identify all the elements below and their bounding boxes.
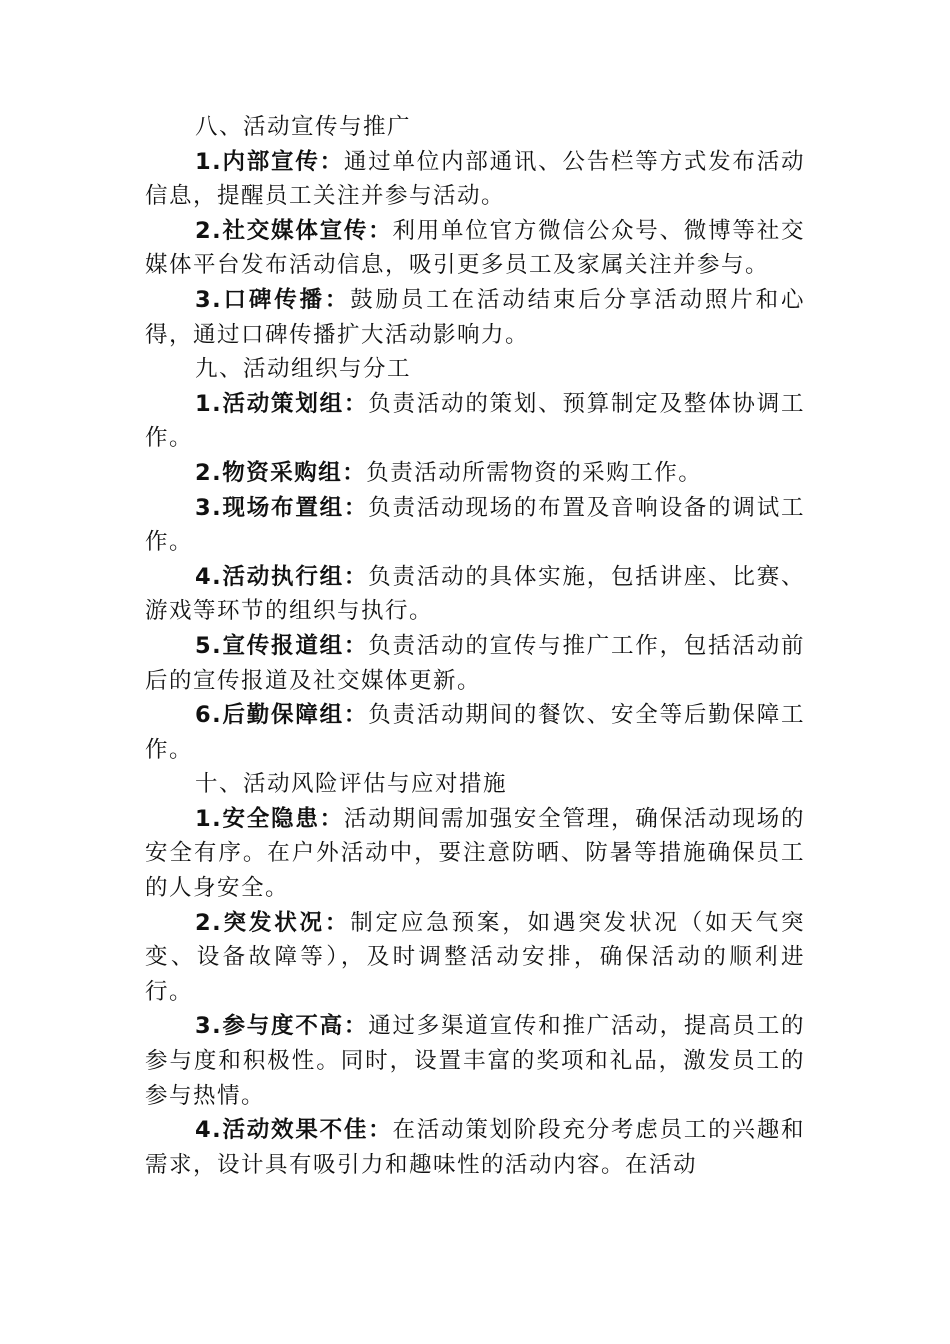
item-label: 3.现场布置组：	[195, 494, 369, 521]
item-text: 负责活动期间的餐饮、安全等后勤保障工作。	[145, 702, 805, 763]
item-text: 通过单位内部通讯、公告栏等方式发布活动信息，提醒员工关注并参与活动。	[145, 148, 805, 210]
list-item	[145, 387, 805, 456]
list-item	[145, 698, 805, 767]
list-item	[145, 145, 805, 214]
list-item	[145, 456, 805, 491]
item-label: 6.后勤保障组：	[195, 702, 369, 729]
item-text: 在活动策划阶段充分考虑员工的兴趣和需求，设计具有吸引力和趣味性的活动内容。在活动	[145, 1117, 805, 1178]
item-text: 负责活动的具体实施，包括讲座、比赛、游戏等环节的组织与执行。	[145, 563, 805, 625]
item-label: 3.参与度不高：	[195, 1013, 369, 1040]
list-item	[145, 283, 805, 352]
item-text: 负责活动的策划、预算制定及整体协调工作。	[145, 390, 805, 452]
section-heading-organization: 九、活动组织与分工	[195, 356, 412, 383]
item-text: 活动期间需加强安全管理，确保活动现场的安全有序。在户外活动中，要注意防晒、防暑等措施确保员工的人身安全。	[145, 805, 805, 902]
item-label: 3.口碑传播：	[195, 286, 351, 313]
list-item	[145, 214, 805, 283]
item-text: 制定应急预案，如遇突发状况（如天气突变、设备故障等），及时调整活动安排，确保活动的顺利进行。	[145, 909, 805, 1005]
list-item	[145, 629, 805, 698]
item-label: 2.物资采购组：	[195, 459, 367, 486]
item-label: 4.活动执行组：	[195, 563, 369, 590]
list-item	[145, 802, 805, 906]
list-item	[145, 1009, 805, 1113]
list-item	[145, 906, 805, 1010]
section-heading-risk: 十、活动风险评估与应对措施	[195, 771, 508, 798]
item-label: 5.宣传报道组：	[195, 632, 369, 659]
list-item	[145, 491, 805, 560]
item-text: 负责活动的宣传与推广工作，包括活动前后的宣传报道及社交媒体更新。	[145, 632, 805, 694]
item-text: 利用单位官方微信公众号、微博等社交媒体平台发布活动信息，吸引更多员工及家属关注并参与。	[145, 217, 805, 279]
item-label: 1.内部宣传：	[195, 148, 344, 175]
document-page	[145, 110, 805, 1182]
item-text: 通过多渠道宣传和推广活动，提高员工的参与度和积极性。同时，设置丰富的奖项和礼品，激发员工的参与热情。	[145, 1013, 805, 1109]
item-text: 负责活动所需物资的采购工作。	[366, 459, 703, 486]
item-label: 2.突发状况：	[195, 909, 351, 936]
item-text: 鼓励员工在活动结束后分享活动照片和心得，通过口碑传播扩大活动影响力。	[145, 286, 805, 348]
list-item	[145, 560, 805, 629]
item-label: 2.社交媒体宣传：	[195, 217, 393, 244]
list-item	[145, 1113, 805, 1182]
item-label: 1.安全隐患：	[195, 805, 344, 832]
section-heading-publicity: 八、活动宣传与推广	[195, 114, 412, 140]
item-text: 负责活动现场的布置及音响设备的调试工作。	[145, 494, 805, 556]
item-label: 4.活动效果不佳：	[195, 1117, 393, 1144]
item-label: 1.活动策划组：	[195, 390, 369, 417]
